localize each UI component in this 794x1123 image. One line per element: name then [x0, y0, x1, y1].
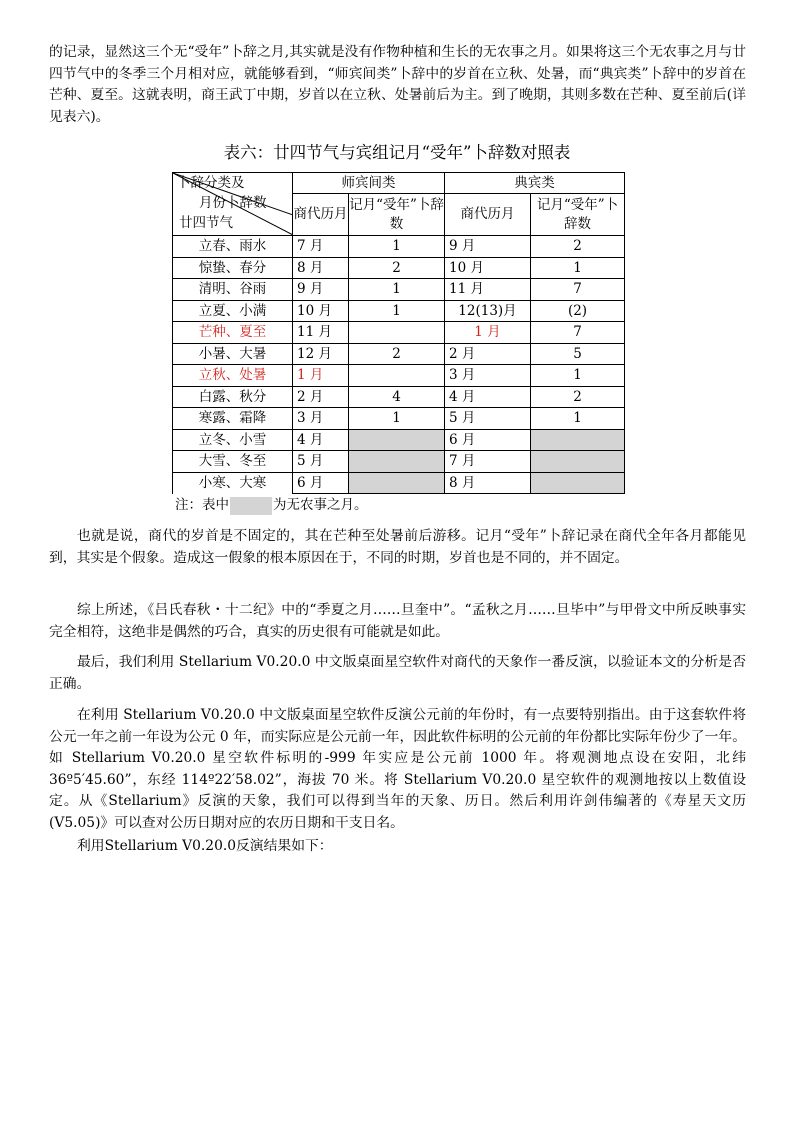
count-cell: 1 — [349, 408, 445, 430]
no-farming-cell — [531, 451, 625, 473]
count-cell: 1 — [531, 365, 625, 387]
count-cell: 5 — [531, 343, 625, 365]
corner-label-terms: 廿四节气 — [179, 215, 233, 231]
solar-term-cell: 清明、谷雨 — [173, 279, 293, 301]
corner-label-month: 月份卜辞数 — [199, 195, 267, 211]
col-header-count-2: 记月“受年”卜辞数 — [531, 194, 625, 236]
count-cell: 4 — [349, 386, 445, 408]
shang-month-cell: 7 月 — [445, 451, 531, 473]
shang-month-cell: 11 月 — [445, 279, 531, 301]
shang-month-cell: 10 月 — [445, 257, 531, 279]
table-row — [173, 279, 625, 301]
count-cell: 2 — [531, 386, 625, 408]
paragraph-intro: 的记录，显然这三个无“受年”卜辞之月,其实就是没有作物种植和生长的无农事之月。如果将这三个无农事之月与廿四节气中的冬季三个月相对应，就能够看到，“师宾间类”卜辞中的岁首在立秋、处暑，而“典宾类”卜辞中的岁首在芒种、夏至。这就表明，商王武丁中期，岁首以在立秋、处暑前后为主。到了晚期，其则多数在芒种、夏至前后(详见表六)。 — [49, 44, 746, 125]
count-cell: 2 — [349, 343, 445, 365]
shang-month-cell: 2 月 — [445, 343, 531, 365]
table-row — [173, 429, 625, 451]
count-cell: 7 — [531, 322, 625, 344]
table-row — [173, 408, 625, 430]
count-cell: 1 — [349, 300, 445, 322]
shang-month-cell: 9 月 — [445, 236, 531, 258]
solar-term-cell: 立夏、小满 — [173, 300, 293, 322]
table-row — [173, 257, 625, 279]
shang-month-cell: 3 月 — [445, 365, 531, 387]
solar-term-cell: 立秋、处暑 — [173, 365, 293, 387]
count-cell: 2 — [349, 257, 445, 279]
shang-month-cell: 12 月 — [293, 343, 349, 365]
shang-month-cell: 1 月 — [293, 365, 349, 387]
table-row — [173, 343, 625, 365]
corner-label-category: 卜辞分类及 — [177, 175, 245, 191]
paragraph-stellarium-intro: 最后，我们利用 Stellarium V0.20.0 中文版桌面星空软件对商代的天象作一番反演，以验证本文的分析是否正确。 — [49, 654, 746, 692]
shang-month-cell: 3 月 — [293, 408, 349, 430]
no-farming-cell — [531, 472, 625, 494]
solar-term-cell: 大雪、冬至 — [173, 451, 293, 473]
shang-month-cell: 8 月 — [293, 257, 349, 279]
shang-month-cell: 9 月 — [293, 279, 349, 301]
shang-month-cell: 1 月 — [445, 322, 531, 344]
no-farming-cell — [349, 429, 445, 451]
col-header-month-1: 商代历月 — [293, 194, 349, 236]
count-cell: 2 — [531, 236, 625, 258]
table-note — [175, 495, 368, 515]
table-row — [173, 451, 625, 473]
paragraph-stellarium-method: 在利用 Stellarium V0.20.0 中文版桌面星空软件反演公元前的年份时，有一点要特别指出。由于这套软件将公元一年之前一年设为公元 0 年，而实际应是公元前一年，因此软件标明的公元前的年份都比实际年份少了一年。如 Stellarium V0.20.0 星空软件标明的-999 年实应是公元前 1000 年。将观测地点设在安阳，北纬 36º5′45.60”，东经 114º22′58.02”，海拔 70 米。将 Stellarium V0.20.0 星空软件的观测地按以上数值设定。从《Stellarium》反演的天象，我们可以得到当年的天象、历日。然后利用许剑伟编著的《寿星天文历(V5.05)》可以查对公历日期对应的农历日期和干支日名。 — [49, 707, 746, 831]
paragraph-year-start: 也就是说，商代的岁首是不固定的，其在芒种至处暑前后游移。记月“受年”卜辞记录在商代全年各月都能见到，其实是个假象。造成这一假象的根本原因在于，不同的时期，岁首也是不同的，并不固定。 — [49, 528, 746, 566]
table-row — [173, 386, 625, 408]
count-cell: 1 — [531, 408, 625, 430]
col-header-count-1: 记月“受年”卜辞数 — [349, 194, 445, 236]
count-cell: 1 — [349, 279, 445, 301]
table-caption: 表六：廿四节气与宾组记月“受年”卜辞数对照表 — [223, 143, 571, 162]
count-cell: 7 — [531, 279, 625, 301]
shang-month-cell: 8 月 — [445, 472, 531, 494]
solar-term-cell: 立春、雨水 — [173, 236, 293, 258]
solar-term-cell: 惊蛰、春分 — [173, 257, 293, 279]
shang-month-cell: 5 月 — [445, 408, 531, 430]
count-cell: 1 — [531, 257, 625, 279]
note-suffix: 为无农事之月。 — [273, 497, 368, 513]
shang-month-cell: 11 月 — [293, 322, 349, 344]
count-cell — [349, 322, 445, 344]
shang-month-cell: 7 月 — [293, 236, 349, 258]
count-cell — [349, 365, 445, 387]
count-cell: (2) — [531, 300, 625, 322]
table-row — [173, 472, 625, 494]
shang-month-cell: 4 月 — [293, 429, 349, 451]
paragraph-summary: 综上所述，《吕氏春秋・十二纪》中的“季夏之月……旦奎中”。“孟秋之月……旦毕中”与甲骨文中所反映事实完全相符，这绝非是偶然的巧合，真实的历史很有可能就是如此。 — [49, 602, 746, 640]
solar-terms-table — [172, 172, 625, 494]
solar-term-cell: 小暑、大暑 — [173, 343, 293, 365]
shang-month-cell: 2 月 — [293, 386, 349, 408]
shang-month-cell: 5 月 — [293, 451, 349, 473]
group-header-shibinjian: 师宾间类 — [293, 173, 445, 194]
solar-term-cell: 立冬、小雪 — [173, 429, 293, 451]
solar-term-cell: 芒种、夏至 — [173, 322, 293, 344]
no-farming-cell — [349, 472, 445, 494]
shang-month-cell: 6 月 — [445, 429, 531, 451]
solar-term-cell: 白露、秋分 — [173, 386, 293, 408]
shang-month-cell: 6 月 — [293, 472, 349, 494]
shang-month-cell: 12(13)月 — [445, 300, 531, 322]
col-header-month-2: 商代历月 — [445, 194, 531, 236]
table-row — [173, 365, 625, 387]
table-row — [173, 236, 625, 258]
gray-swatch — [230, 497, 272, 515]
table-row — [173, 300, 625, 322]
table-row — [173, 322, 625, 344]
no-farming-cell — [531, 429, 625, 451]
note-prefix: 注：表中 — [175, 497, 229, 513]
table-corner-header — [173, 173, 293, 236]
shang-month-cell: 4 月 — [445, 386, 531, 408]
count-cell: 1 — [349, 236, 445, 258]
solar-term-cell: 寒露、霜降 — [173, 408, 293, 430]
shang-month-cell: 10 月 — [293, 300, 349, 322]
no-farming-cell — [349, 451, 445, 473]
group-header-dianbin: 典宾类 — [445, 173, 625, 194]
paragraph-results-lead: 利用Stellarium V0.20.0反演结果如下： — [77, 838, 333, 854]
solar-term-cell: 小寒、大寒 — [173, 472, 293, 494]
